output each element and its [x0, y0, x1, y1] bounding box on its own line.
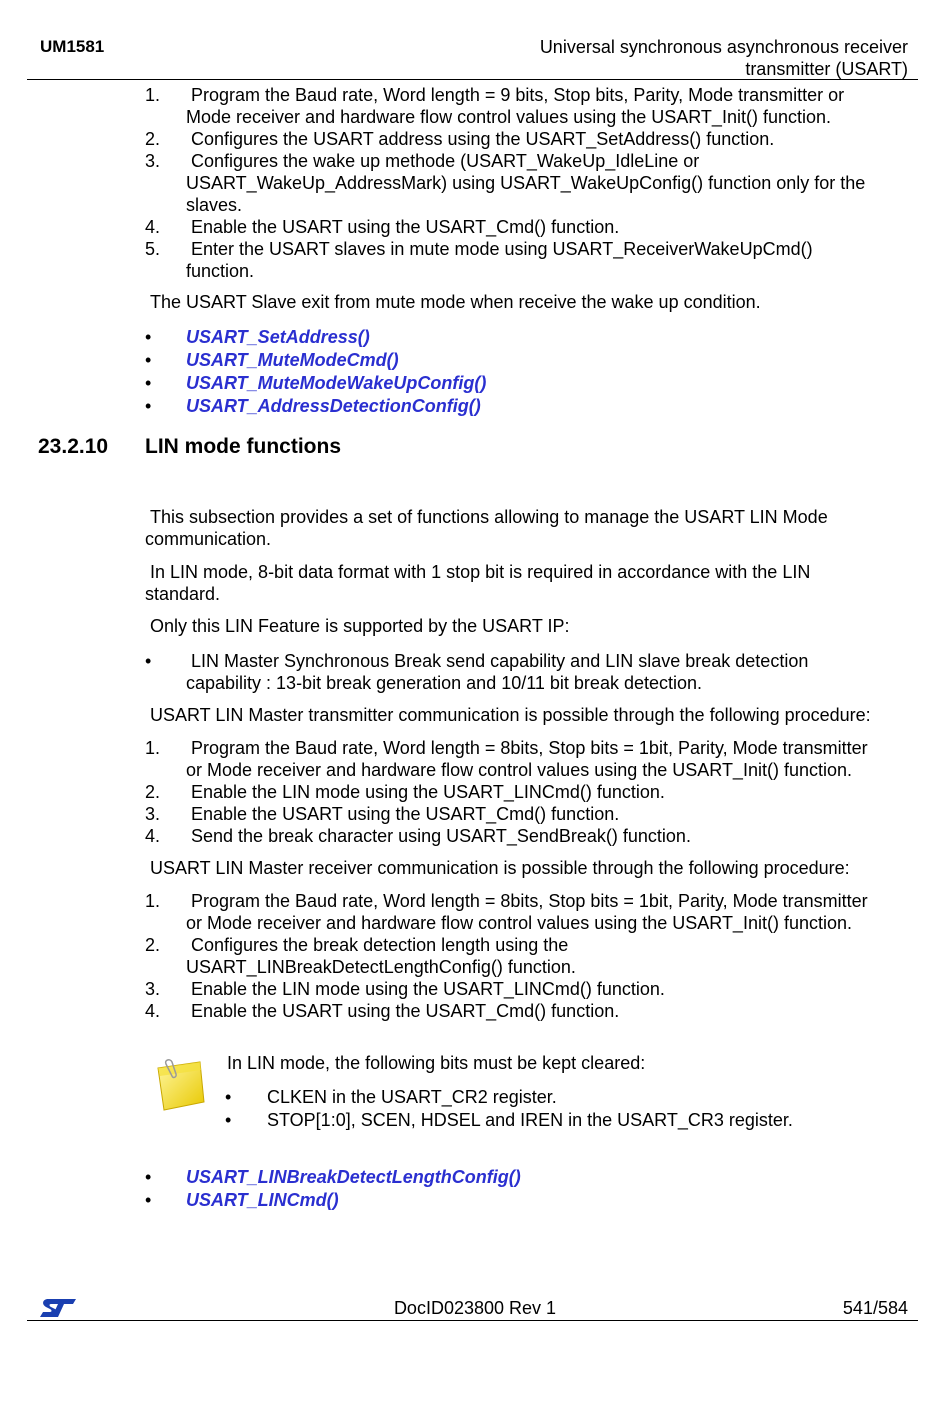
lin-feature-paragraph — [145, 615, 915, 637]
function-link[interactable]: USART_MuteModeWakeUpConfig() — [186, 373, 487, 393]
paragraph-text: USART LIN Master receiver communication is possible through the following procedure: — [150, 858, 850, 878]
paragraph-text: In LIN mode, 8-bit data format with 1 stop bit is required in accordance with the LIN — [150, 562, 811, 582]
tx-steps-list — [0, 737, 906, 847]
list-item — [0, 890, 906, 934]
list-item — [0, 84, 906, 128]
step-text-cont: Mode receiver and hardware flow control values using the USART_Init() function. — [186, 107, 831, 127]
list-item — [0, 934, 906, 978]
step-number: 1. — [145, 891, 161, 911]
step-number: 5. — [145, 239, 161, 259]
rx-intro-paragraph — [145, 857, 915, 879]
bullet: • — [145, 373, 152, 393]
list-item — [0, 803, 906, 825]
step-text: Program the Baud rate, Word length = 9 bits, Stop bits, Parity, Mode transmitter or — [191, 85, 845, 105]
step-text-cont: slaves. — [186, 195, 243, 215]
function-link[interactable]: USART_SetAddress() — [186, 327, 370, 347]
list-item — [0, 238, 906, 282]
list-item — [0, 1086, 907, 1109]
footer-page-number: 541/584 — [842, 1298, 908, 1318]
list-item — [0, 128, 906, 150]
list-item — [0, 825, 906, 847]
step-text: Enable the USART using the USART_Cmd() function. — [191, 217, 620, 237]
step-text: Enable the LIN mode using the USART_LINCmd() function. — [191, 782, 665, 802]
paragraph-text: communication. — [145, 529, 272, 549]
paragraph-text: standard. — [145, 584, 221, 604]
paragraph-text: USART LIN Master transmitter communication is possible through the following procedure: — [150, 705, 871, 725]
section-title: LIN mode functions — [145, 435, 341, 458]
list-item — [0, 372, 906, 395]
step-text: Enable the LIN mode using the USART_LINCmd() function. — [191, 979, 665, 999]
list-item — [0, 1166, 906, 1189]
paragraph-text: The USART Slave exit from mute mode when receive the wake up condition. — [150, 292, 761, 312]
bullet: • — [145, 1167, 152, 1187]
step-number: 2. — [145, 935, 161, 955]
step-text: Program the Baud rate, Word length = 8bits, Stop bits = 1bit, Parity, Mode transmitter — [191, 891, 868, 911]
function-link[interactable]: USART_AddressDetectionConfig() — [186, 396, 481, 416]
list-item — [0, 326, 906, 349]
paragraph-text: This subsection provides a set of functions allowing to manage the USART LIN Mode — [150, 507, 828, 527]
footer-doc-ref: DocID023800 Rev 1 — [393, 1298, 557, 1318]
note-bullet-text: STOP[1:0], SCEN, HDSEL and IREN in the USART_CR3 register. — [267, 1110, 793, 1130]
function-link[interactable]: USART_MuteModeCmd() — [186, 350, 399, 370]
step-text-cont: or Mode receiver and hardware flow control values using the USART_Init() function. — [186, 913, 852, 933]
step-text: Configures the wake up methode (USART_WakeUp_IdleLine or — [191, 151, 700, 171]
header-title — [540, 36, 908, 80]
step-number: 4. — [145, 217, 161, 237]
lin-intro-paragraph — [145, 506, 915, 550]
mute-functions-list — [0, 326, 906, 418]
bullet: • — [145, 1190, 152, 1210]
rx-steps-list — [0, 890, 906, 1022]
header-title-line1: Universal synchronous asynchronous receiver — [539, 37, 908, 57]
step-number: 3. — [145, 979, 161, 999]
step-number: 4. — [145, 826, 161, 846]
step-text-cont: USART_LINBreakDetectLengthConfig() function. — [186, 957, 576, 977]
note-bullet-list — [0, 1086, 907, 1132]
step-number: 1. — [145, 738, 161, 758]
footer-rule — [27, 1320, 918, 1321]
list-item — [0, 395, 906, 418]
bullet: • — [145, 396, 152, 416]
bullet: • — [145, 651, 152, 671]
list-item — [0, 737, 906, 781]
step-text: Configures the USART address using the USART_SetAddress() function. — [191, 129, 775, 149]
step-number: 3. — [145, 804, 161, 824]
list-item — [0, 1000, 906, 1022]
mute-steps-list — [0, 84, 906, 282]
step-text: Enable the USART using the USART_Cmd() function. — [191, 804, 620, 824]
step-number: 3. — [145, 151, 161, 171]
step-number: 2. — [145, 129, 161, 149]
bullet-text: LIN Master Synchronous Break send capability and LIN slave break detection — [191, 651, 809, 671]
bullet-text-cont: capability : 13-bit break generation and 10/11 bit break detection. — [186, 673, 703, 693]
bullet: • — [145, 327, 152, 347]
note-text: In LIN mode, the following bits must be kept cleared: — [227, 1053, 646, 1073]
header-rule — [27, 79, 918, 80]
step-text: Configures the break detection length using the — [191, 935, 569, 955]
step-number: 1. — [145, 85, 161, 105]
list-item — [0, 1109, 907, 1132]
function-link[interactable]: USART_LINCmd() — [186, 1190, 339, 1210]
header-doc-id: UM1581 — [40, 37, 105, 56]
step-text: Program the Baud rate, Word length = 8bits, Stop bits = 1bit, Parity, Mode transmitter — [191, 738, 868, 758]
bullet: • — [145, 350, 152, 370]
list-item — [0, 216, 906, 238]
step-text-cont: function. — [186, 261, 255, 281]
function-link[interactable]: USART_LINBreakDetectLengthConfig() — [186, 1167, 521, 1187]
lin-functions-list — [0, 1166, 906, 1212]
list-item — [0, 349, 906, 372]
list-item — [0, 978, 906, 1000]
bullet: • — [225, 1087, 232, 1107]
step-text-cont: or Mode receiver and hardware flow control values using the USART_Init() function. — [186, 760, 852, 780]
step-number: 4. — [145, 1001, 161, 1021]
step-text: Enable the USART using the USART_Cmd() function. — [191, 1001, 620, 1021]
note-bullet-text: CLKEN in the USART_CR2 register. — [267, 1087, 557, 1107]
header-title-line2: transmitter (USART) — [745, 59, 908, 79]
section-number: 23.2.10 — [38, 435, 109, 458]
lin-feature-list — [0, 650, 906, 694]
step-text: Enter the USART slaves in mute mode using USART_ReceiverWakeUpCmd() — [191, 239, 813, 259]
paragraph-text: Only this LIN Feature is supported by the USART IP: — [150, 616, 570, 636]
step-number: 2. — [145, 782, 161, 802]
list-item — [0, 781, 906, 803]
step-text-cont: USART_WakeUp_AddressMark) using USART_WakeUpConfig() function only for the — [186, 173, 866, 193]
mute-exit-paragraph — [145, 291, 915, 313]
tx-intro-paragraph — [145, 704, 915, 726]
bullet: • — [225, 1110, 232, 1130]
list-item — [0, 650, 906, 694]
step-text: Send the break character using USART_SendBreak() function. — [191, 826, 691, 846]
lin-format-paragraph — [145, 561, 915, 605]
list-item — [0, 1189, 906, 1212]
list-item — [0, 150, 906, 216]
